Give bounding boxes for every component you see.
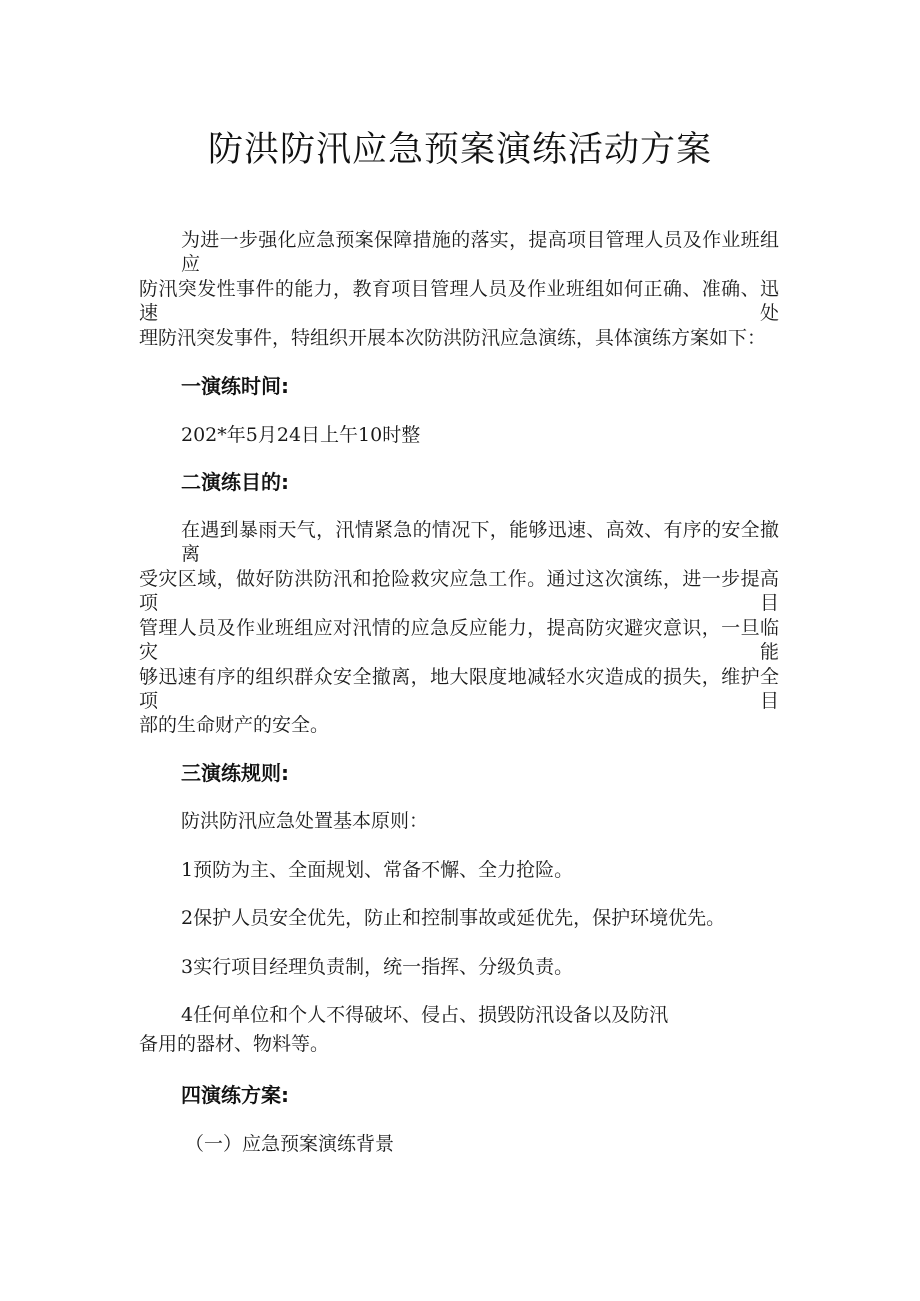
drill-time: 202*年5月24日上午10时整 [181,424,421,446]
section-4-heading: 四演练方案: [181,1083,289,1107]
purpose-line-4: 够迅速有序的组织群众安全撤离，地大限度地减轻水灾造成的损失，维护全项目 [139,666,779,712]
principle-item-2: 2保护人员安全优先，防止和控制事故或延优先，保护环境优先。 [181,907,726,929]
purpose-line-1: 在遇到暴雨天气，汛情紧急的情况下，能够迅速、高效、有序的安全撤离 [181,519,779,565]
principle-intro: 防洪防汛应急处置基本原则： [181,810,429,832]
document-title: 防洪防汛应急预案演练活动方案 [207,130,712,170]
section-2-heading: 二演练目的: [181,470,289,494]
principle-item-1: 1预防为主、全面规划、常备不懈、全力抢险。 [181,859,574,881]
intro-line-2: 防汛突发性事件的能力，教育项目管理人员及作业班组如何正确、准确、迅速处 [139,278,779,324]
purpose-line-3: 管理人员及作业班组应对汛情的应急反应能力，提高防灾避灾意识，一旦临灾能 [139,617,779,663]
intro-line-3: 理防汛突发事件，特组织开展本次防洪防汛应急演练，具体演练方案如下： [139,327,767,349]
principle-item-4: 4任何单位和个人不得破坏、侵占、损毁防汛设备以及防汛 [181,1004,669,1026]
principle-item-3: 3实行项目经理负责制，统一指挥、分级负责。 [181,956,574,978]
intro-line-1: 为进一步强化应急预案保障措施的落实，提高项目管理人员及作业班组应 [181,229,779,275]
section-3-heading: 三演练规则: [181,761,289,785]
purpose-line-2: 受灾区域，做好防洪防汛和抢险救灾应急工作。通过这次演练，进一步提高项目 [139,568,779,614]
section-1-heading: 一演练时间: [181,374,289,398]
subsection-1-title: （一）应急预案演练背景 [185,1133,395,1155]
principle-item-4-cont: 备用的器材、物料等。 [139,1033,330,1055]
purpose-line-5: 部的生命财产的安全。 [139,714,330,736]
